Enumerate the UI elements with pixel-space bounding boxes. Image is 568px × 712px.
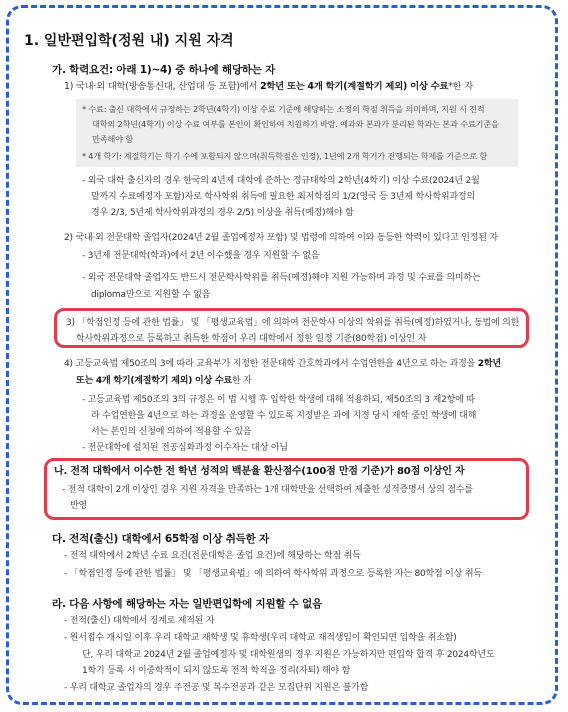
ga-item3: 학사학위과정으로 등록하고 취득한 학점이 우리 대학에서 정한 일정 기준(80학점) 이상인 자 [76,334,427,344]
ra-sub: 1학기 등록 시 이중학적이 되지 않도록 전적 학적을 정리(자퇴) 해야 함 [82,666,351,676]
na-sub: - 전적 대학이 2개 이상인 경우 지원 자격을 만족하는 1개 대학만을 선택하여 제출한 성적증명서 상의 점수를 [62,485,473,495]
ga-item4-sub: 라 수업연한을 4년으로 하는 과정을 운영할 수 있도록 지정받은 과에 지정 당시 재학 중인 학생에 대해 [91,411,477,421]
ga-item4-line2 [76,375,252,387]
ga-item4-text: 4) 고등교육법 제50조의 3에 따라 교육부가 지정한 전문대학 간호학과에서 수업연한을 4년으로 하는 과정을 [64,359,478,369]
ga-item4-text: 한 자 [231,376,252,386]
ra-sub: - 우리 대학교 졸업자의 경우 주전공 및 복수전공과 같은 모집단위 지원은 불가함 [64,683,369,693]
ga-item2: 2) 국내·외 전문대학 졸업자(2024년 2월 졸업예정자 포함) 및 법령에 의하여 이와 동등한 학력이 있다고 인정된 자 [64,233,498,243]
ga-item4 [64,358,501,370]
ga-item4-sub: - 전문대학에 설치된 전공심화과정 이수자는 대상 아님 [82,443,288,453]
ga-item4-bold: 또는 4개 학기(계절학기 제외) 이상 수료 [76,376,232,386]
ga-item2-sub: diploma만으로 지원할 수 없음 [91,290,211,300]
section-title: 1. 일반편입학(정원 내) 지원 자격 [24,33,234,49]
ga-item1-text: 1) 국내·외 대학(방송통신대, 산업대 등 포함)에서 [64,81,261,92]
ga-item3: 3) 「학점인정 등에 관한 법률」 및 「평생교육법」에 의하여 전문학사 이상의 학위를 취득(예정)하였거나, 동법에 의한 [66,318,520,328]
ga-item1-bold: 2학년 또는 4개 학기(계절학기 제외) 이상 수료 [260,81,449,92]
ga-item1-post: *한 자 [448,81,473,92]
ra-heading: 라. 다음 사항에 해당하는 자는 일반편입학에 지원할 수 없음 [52,598,323,610]
note-line: 대학의 2학년(4학기) 이상 수료 여부를 본인이 확인하여 지원하기 바람. 예과와 본과가 분리된 학과는 본과 수료기준을 [92,119,499,129]
da-sub: - 「학점인정 등에 관한 법률」 및 「평생교육법」에 의하여 학사학위 과정으로 등록한 자는 80학점 이상 취득 [64,569,482,579]
ra-sub: - 전적(출신) 대학에서 징계로 제적된 자 [64,616,215,626]
na-sub: 반영 [70,501,87,511]
ga-item1-sub: 말까지 수료예정자 포함)자로 학사학위 취득에 필요한 최저학점의 1/2(영국 등 3년제 학사학위과정의 [91,192,475,202]
ra-sub: 단, 우리 대학교 2024년 2월 졸업예정자 및 대학원생의 경우 지원은 가능하지만 편입학 합격 후 2024학년도 [82,650,495,660]
ga-heading: 가. 학력요건: 아래 1)~4) 중 하나에 해당하는 자 [52,64,276,76]
note-line: 만족해야 함 [92,134,133,144]
da-sub: - 전적 대학에서 2학년 수료 요건(전문대학은 졸업 요건)에 해당하는 학점 취득 [64,551,361,561]
note-line: * 4개 학기: 계절학기는 학기 수에 포함되지 않으며(취득학점은 인정), 1년에 2개 학기가 진행되는 학제를 기준으로 함 [82,151,488,161]
ga-item1 [64,81,473,93]
ga-item4-sub: 서는 본인의 신청에 의하여 적용할 수 있음 [91,427,252,437]
na-heading: 나. 전적 대학에서 이수한 전 학년 성적의 백분율 환산점수(100점 만점 기준)가 80점 이상인 자 [54,466,465,477]
ga-item4-bold: 2학년 [477,359,501,369]
ga-item2-sub: - 외국 전문대학 졸업자도 반드시 전문학사학위를 취득(예정)해야 지원 가능하며 과정 및 수료를 의미하는 [82,273,481,283]
ga-item4-sub: - 고등교육법 제50조의 3의 규정은 이 법 시행 후 입학한 학생에 대해 적용하되, 제50조의 3 제2항에 따 [82,395,475,405]
note-box [76,99,518,167]
note-line: * 수료: 출신 대학에서 규정하는 2학년(4학기) 이상 수료 기준에 해당하는 소정의 학점 취득을 의미하며, 지원 시 전적 [82,104,485,114]
da-heading: 다. 전적(출신) 대학에서 65학점 이상 취득한 자 [52,533,269,545]
ga-item2-sub: - 3년제 전문대학(학과)에서 2년 이수했을 경우 지원할 수 없음 [82,251,320,261]
ga-item1-sub: - 외국 대학 출신자의 경우 한국의 4년제 대학에 준하는 정규대학의 2학년(4학기) 이상 수료(2024년 2월 [82,176,480,186]
ga-item1-sub: 경우 2/3, 5년제 학사학위과정의 경우 2/5) 이상을 취득(예정)해야 함 [91,208,354,218]
ra-sub: - 원서접수 개시일 이후 우리 대학교 재학생 및 휴학생(우리 대학교 재적생임이 확인되면 입학을 취소함) [64,633,457,643]
